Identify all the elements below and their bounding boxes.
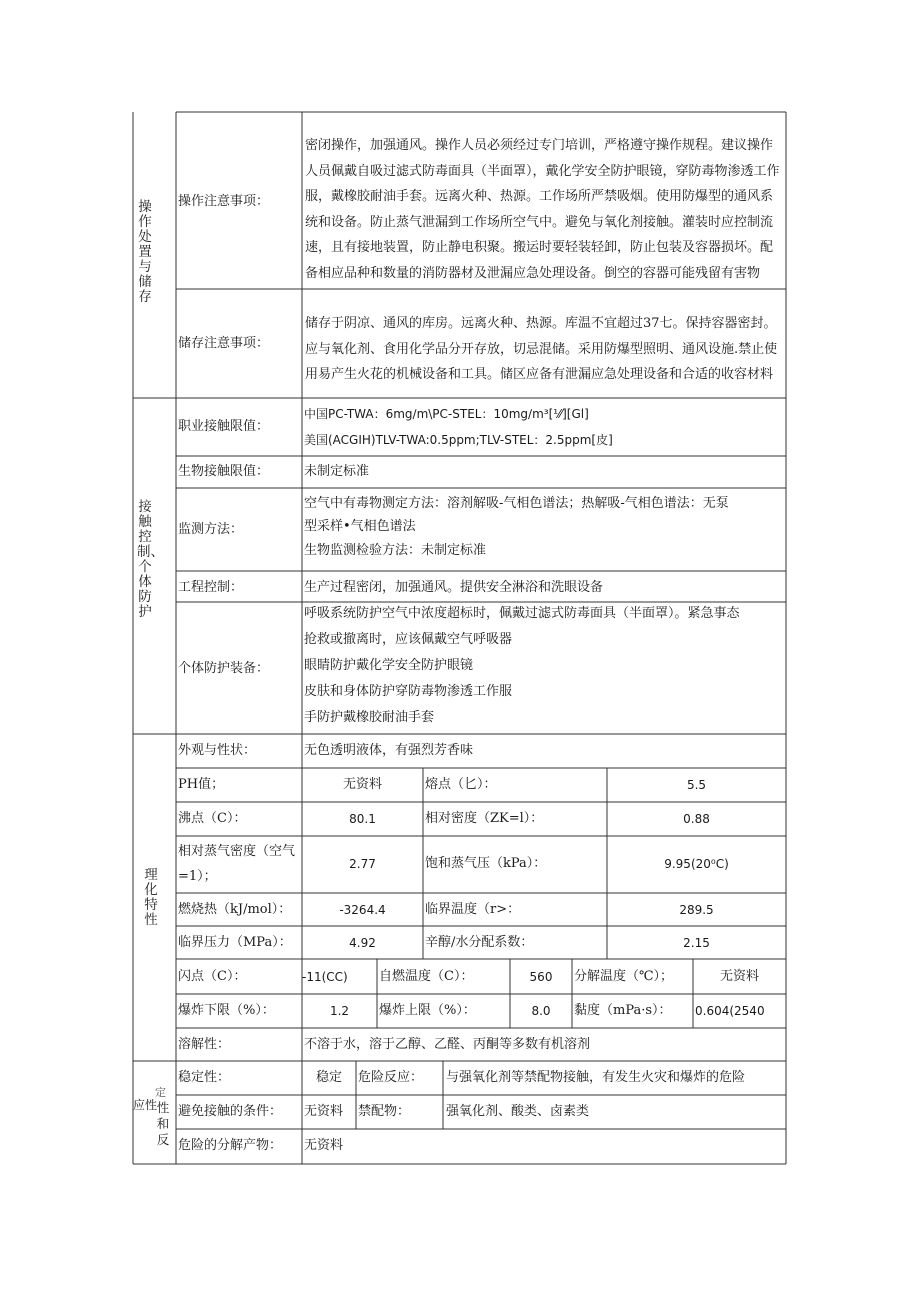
autoignition-value: 560	[529, 970, 553, 984]
engineering-control-label: 工程控制：	[178, 580, 244, 595]
ph-label: PH值；	[178, 777, 225, 792]
relative-density-label: 相对密度（ZK=l）：	[425, 811, 544, 826]
section-label-physical-properties: 理化特性	[144, 867, 158, 928]
occupational-limit-label: 职业接触限值：	[178, 419, 270, 434]
lower-explosive-limit-label: 爆炸下限（%）：	[178, 1003, 275, 1018]
section-label-stability-right: 性和反	[156, 1100, 170, 1147]
upper-explosive-limit-value: 8.0	[531, 1004, 551, 1018]
storage-precautions-text: 储存于阴凉、通风的库房。远离火种、热源。库温不宜超过37七。保持容器密封。应与氧化剂、食用化学品分开存放，切忌混储。采用防爆型照明、通风设施.禁止使用易产生火花的机械设备和工具。储区应备有泄漏应急处理设备和合适的收容材料	[305, 316, 778, 382]
stability-value: 稳定	[315, 1070, 342, 1085]
decomposition-temp-label: 分解温度（℃）；	[574, 969, 674, 984]
storage-precautions-label: 储存注意事项：	[178, 336, 270, 351]
vapor-density-label: 相对蒸气密度（空气=1）；	[178, 844, 296, 884]
handling-precautions-label: 操作注意事项：	[178, 194, 270, 209]
heat-of-combustion-value: -3264.4	[339, 903, 386, 917]
partition-coefficient-value: 2.15	[683, 936, 710, 950]
section-label-stability-left: 应性	[133, 1098, 158, 1112]
avoid-conditions-value: 无资料	[304, 1104, 344, 1119]
melting-point-label: 熔点（匕）：	[425, 777, 497, 792]
ppe-line-1: 呼吸系统防护空气中浓度超标时，佩戴过滤式防毒面具（半面罩）。紧急事态	[304, 606, 740, 621]
ppe-line-4: 皮肤和身体防护穿防毒物渗透工作服	[304, 684, 513, 699]
appearance-value: 无色透明液体，有强烈芳香味	[304, 743, 474, 758]
monitoring-method-line-1: 空气中有毒物测定方法：溶剂解吸-气相色谱法；热解吸-气相色谱法：无泵	[304, 496, 729, 511]
critical-pressure-value: 4.92	[349, 936, 376, 950]
monitoring-method-line-3: 生物监测检验方法：未制定标准	[304, 543, 487, 558]
stability-label: 稳定性：	[178, 1070, 231, 1085]
vapor-pressure-label: 饱和蒸气压（kPa）：	[425, 856, 547, 871]
ppe-line-3: 眼睛防护戴化学安全防护眼镜	[304, 658, 474, 673]
melting-point-value: 5.5	[686, 778, 707, 792]
occupational-limit-line-1: 中国PC-TWA：6mg∕m\PC-STEL：10mg∕m³[⅟⁄][Gl]	[304, 407, 589, 421]
incompatible-materials-value: 强氧化剂、酸类、卤素类	[446, 1104, 590, 1119]
critical-temperature-value: 289.5	[679, 903, 714, 917]
decomposition-products-value: 无资料	[304, 1138, 344, 1153]
incompatible-materials-label: 禁配物：	[358, 1104, 411, 1119]
autoignition-label: 自燃温度（C）：	[379, 969, 474, 984]
decomposition-temp-value: 无资料	[719, 969, 759, 984]
hazard-reaction-label: 危险反应：	[358, 1070, 424, 1085]
viscosity-value: 0.604(2540	[695, 1004, 765, 1018]
section-label-handling-storage: 操作处置与储存	[138, 199, 152, 305]
biological-limit-value: 未制定标准	[304, 464, 370, 479]
solubility-value: 不溶于水，溶于乙醇、乙醛、丙酮等多数有机溶剂	[304, 1037, 591, 1052]
section-label-exposure-control: 接触控制、个体防护	[137, 499, 164, 620]
handling-precautions-text: 密闭操作，加强通风。操作人员必须经过专门培训，严格遵守操作规程。建议操作人员佩戴自吸过滤式防毒面具（半面罩），戴化学安全防护眼镜，穿防毒物渗透工作服，戴橡胶耐油手套。远离火种、热源。工作场所严禁吸烟。使用防爆型的通风系统和设备。防止蒸气泄漏到工作场所空气中。避免与氧化剂接触。灌装时应控制流速，且有接地装置，防止静电积聚。搬运时要轻装轻卸，防止包装及容器损坏。配备相应品种和数量的消防器材及泄漏应急处理设备。倒空的容器可能残留有害物	[305, 138, 780, 281]
solubility-label: 溶解性：	[178, 1037, 231, 1052]
heat-of-combustion-label: 燃烧热（kJ∕mol）：	[178, 902, 292, 917]
biological-limit-label: 生物接触限值：	[178, 464, 270, 479]
critical-temperature-label: 临界温度（r>：	[425, 902, 521, 917]
vapor-pressure-value: 9.95(20⁰C)	[664, 857, 729, 871]
lower-explosive-limit-value: 1.2	[329, 1004, 350, 1018]
upper-explosive-limit-label: 爆炸上限（%）：	[379, 1003, 476, 1018]
occupational-limit-line-2: 美国(ACGIH)TLV-TWA:0.5ppm;TLV-STEL：2.5ppm[皮]	[304, 433, 613, 447]
partition-coefficient-label: 辛醇/水分配系数：	[425, 935, 534, 950]
boiling-point-label: 沸点（C）：	[178, 811, 247, 826]
monitoring-method-label: 监测方法：	[178, 522, 244, 537]
appearance-label: 外观与性状：	[178, 743, 257, 758]
relative-density-value: 0.88	[683, 812, 710, 826]
monitoring-method-line-2: 型采样•气相色谱法	[304, 519, 416, 534]
ppe-line-5: 手防护戴橡胶耐油手套	[304, 710, 435, 725]
boiling-point-value: 80.1	[349, 812, 376, 826]
hazard-reaction-value: 与强氧化剂等禁配物接触，有发生火灾和爆炸的危险	[446, 1070, 746, 1085]
critical-pressure-label: 临界压力（MPa）：	[178, 935, 292, 950]
avoid-conditions-label: 避免接触的条件：	[178, 1104, 283, 1119]
ph-value: 无资料	[342, 777, 382, 792]
vapor-density-value: 2.77	[349, 857, 376, 871]
viscosity-label: 黏度（mPa·s）：	[574, 1003, 672, 1018]
section-label-stability-mid: 定	[155, 1086, 166, 1099]
ppe-label: 个体防护装备：	[178, 661, 270, 676]
flash-point-label: 闪点（C）：	[178, 969, 247, 984]
ppe-line-2: 抢救或撤离时，应该佩戴空气呼吸器	[304, 632, 513, 647]
decomposition-products-label: 危险的分解产物：	[178, 1138, 283, 1153]
engineering-control-value: 生产过程密闭，加强通风。提供安全淋浴和洗眼设备	[304, 580, 604, 595]
flash-point-value: -11(CC)	[302, 970, 348, 984]
